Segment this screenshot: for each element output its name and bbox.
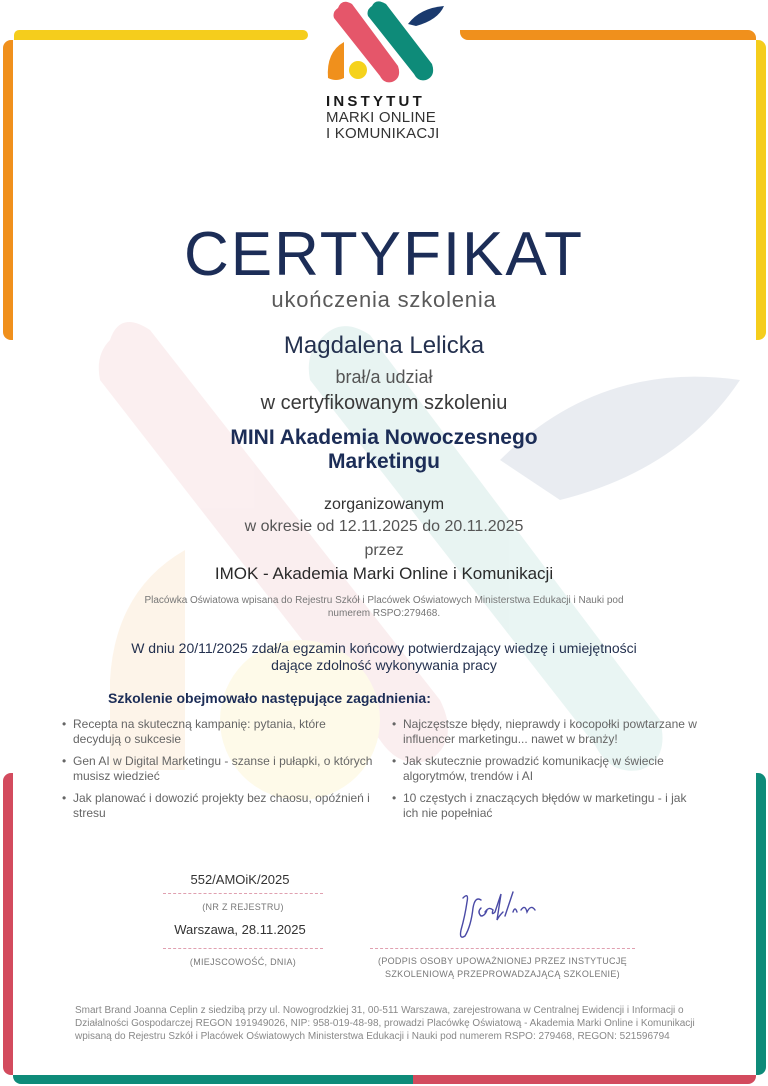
topic-item [390,717,705,747]
logo-line-3: I KOMUNIKACJI [326,125,440,142]
in-training-text: w certyfikowanym szkoleniu [260,392,508,414]
topic-item [390,791,705,821]
registry-number: 552/AMOiK/2025 [190,872,290,887]
certificate-title: CERTYFIKAT [183,220,585,289]
organizer-name: IMOK - Akademia Marki Online i Komunikacji [214,564,554,583]
frame-bar-top-left [14,30,308,40]
place-date-divider [163,948,323,949]
organized-text: zorganizowanym [323,496,445,513]
topic-item [60,754,375,784]
frame-bar-top-right [460,30,756,40]
institute-logo-text [326,94,466,141]
topic-item [60,717,375,747]
topics-list-right [390,717,705,828]
legal-footer: Smart Brand Joanna Ceplin z siedzibą przy ul. Nowogrodzkiej 31, 00-511 Warszawa, zarejestrowana w Centralnej Ewidencji i Informacji o Działalności Gospodarczej REGON 191949026, NIP: 958-019-48-98, prowadzi Placówkę Oświatową - Akademia Marki Online i Komunikacji wpisaną do Rejestru Szkół i Placówek Oświatowych Ministerstwa Edukacji i Nauki pod numerem RSPO: 279468, REGON: 521596794 [75,1005,695,1042]
frame-bar-bottom-left [13,1075,413,1084]
frame-bar-left-bottom [3,773,13,1075]
course-name-line-1: MINI Akademia Nowoczesnego [230,426,538,449]
bullet-icon: • [392,717,397,731]
topic-text: 10 częstych i znaczących błędów w marketingu - i jak ich nie popełniać [403,791,687,820]
signature-label-line-1: (PODPIS OSOBY UPOWAŻNIONEJ PRZEZ INSTYTUCJĘ [378,956,627,966]
logo-line-1: INSTYTUT [326,93,425,110]
topic-text: Najczęstsze błędy, nieprawdy i kocopołki powtarzane w influencer marketingu... nawet w branży! [403,717,697,746]
topic-text: Jak planować i dowozić projekty bez chaosu, opóźnień i stresu [73,791,370,820]
course-name-line-2: Marketingu [327,450,440,473]
signature-label-line-2: SZKOLENIOWĄ PRZEPROWADZAJĄCĄ SZKOLENIE) [385,969,620,979]
topics-heading: Szkolenie obejmowało następujące zagadnienia: [108,690,431,706]
topic-item [60,791,375,821]
participation-text: brał/a udział [335,367,433,387]
frame-bar-bottom-right [413,1075,756,1084]
signature-divider [370,948,635,949]
bullet-icon: • [62,791,67,805]
topic-text: Jak skutecznie prowadzić komunikację w świecie algorytmów, trendów i AI [403,754,664,783]
bullet-icon: • [62,754,67,768]
signature-label [370,955,635,981]
bullet-icon: • [392,754,397,768]
frame-bar-right-bottom [756,773,766,1075]
recipient-name: Magdalena Lelicka [283,332,485,359]
topics-list-left [60,717,375,828]
bullet-icon: • [392,791,397,805]
topic-text: Recepta na skuteczną kampanię: pytania, które decydują o sukcesie [73,717,326,746]
place-date-label: (MIEJSCOWOŚĆ, DNIA) [189,957,297,967]
by-text: przez [364,542,404,559]
exam-statement: W dniu 20/11/2025 zdał/a egzamin końcowy potwierdzający wiedzę i umiejętności dające zdolność wykonywania pracy [131,640,637,673]
place-and-date: Warszawa, 28.11.2025 [174,922,306,937]
institute-logo-icon [320,0,450,90]
training-period: w okresie od 12.11.2025 do 20.11.2025 [244,518,524,535]
topic-item [390,754,705,784]
registry-number-label: (NR Z REJESTRU) [202,902,284,912]
topic-text: Gen AI w Digital Marketingu - szanse i pułapki, o których musisz wiedzieć [73,754,373,783]
institution-note: Placówka Oświatowa wpisana do Rejestru Szkół i Placówek Oświatowych Ministerstwa Edukacji i Nauki pod numerem RSPO:279468. [144,595,624,619]
course-name [0,426,768,474]
registry-number-divider [163,893,323,894]
certificate-subtitle: ukończenia szkolenia [271,287,497,312]
bullet-icon: • [62,717,67,731]
signature-icon [455,886,565,946]
logo-line-2: MARKI ONLINE [326,109,436,126]
